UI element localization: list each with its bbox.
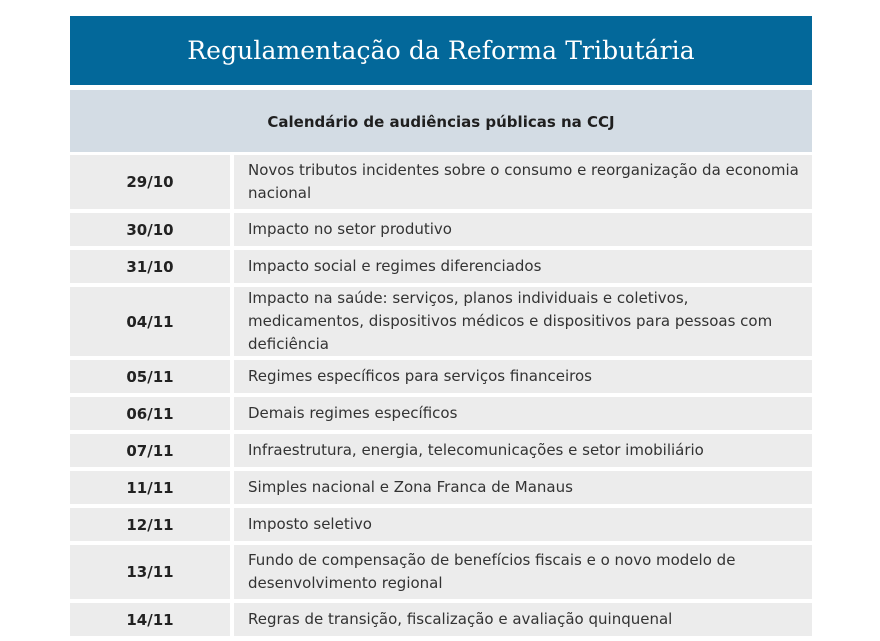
hearing-topic: Fundo de compensação de benefícios fiscais e o novo modelo de desenvolvimento regional — [234, 545, 812, 599]
hearings-table — [70, 151, 812, 640]
hearing-topic: Regras de transição, fiscalização e avaliação quinquenal — [234, 603, 812, 636]
table-subtitle: Calendário de audiências públicas na CCJ — [70, 90, 812, 152]
hearing-topic: Imposto seletivo — [234, 508, 812, 541]
hearing-topic: Demais regimes específicos — [234, 397, 812, 430]
page-title: Regulamentação da Reforma Tributária — [70, 16, 812, 85]
hearing-date: 31/10 — [70, 250, 234, 283]
table-row — [70, 155, 812, 209]
hearing-date: 29/10 — [70, 155, 234, 209]
schedule-card — [70, 16, 812, 640]
table-row — [70, 545, 812, 599]
table-row — [70, 287, 812, 356]
table-row — [70, 603, 812, 636]
hearing-date: 14/11 — [70, 603, 234, 636]
hearing-date: 30/10 — [70, 213, 234, 246]
hearing-date: 11/11 — [70, 471, 234, 504]
hearing-topic: Impacto na saúde: serviços, planos individuais e coletivos, medicamentos, dispositivos médicos e dispositivos para pessoas com deficiência — [234, 287, 812, 356]
table-row — [70, 360, 812, 393]
table-row — [70, 508, 812, 541]
hearing-date: 04/11 — [70, 287, 234, 356]
table-row — [70, 397, 812, 430]
table-row — [70, 471, 812, 504]
hearing-topic: Novos tributos incidentes sobre o consumo e reorganização da economia nacional — [234, 155, 812, 209]
hearing-topic: Simples nacional e Zona Franca de Manaus — [234, 471, 812, 504]
hearing-date: 13/11 — [70, 545, 234, 599]
table-row — [70, 434, 812, 467]
hearing-date: 12/11 — [70, 508, 234, 541]
hearing-topic: Infraestrutura, energia, telecomunicações e setor imobiliário — [234, 434, 812, 467]
hearing-date: 07/11 — [70, 434, 234, 467]
table-row — [70, 213, 812, 246]
hearing-date: 05/11 — [70, 360, 234, 393]
hearing-date: 06/11 — [70, 397, 234, 430]
hearing-topic: Impacto no setor produtivo — [234, 213, 812, 246]
table-row — [70, 250, 812, 283]
hearing-topic: Regimes específicos para serviços financeiros — [234, 360, 812, 393]
hearing-topic: Impacto social e regimes diferenciados — [234, 250, 812, 283]
